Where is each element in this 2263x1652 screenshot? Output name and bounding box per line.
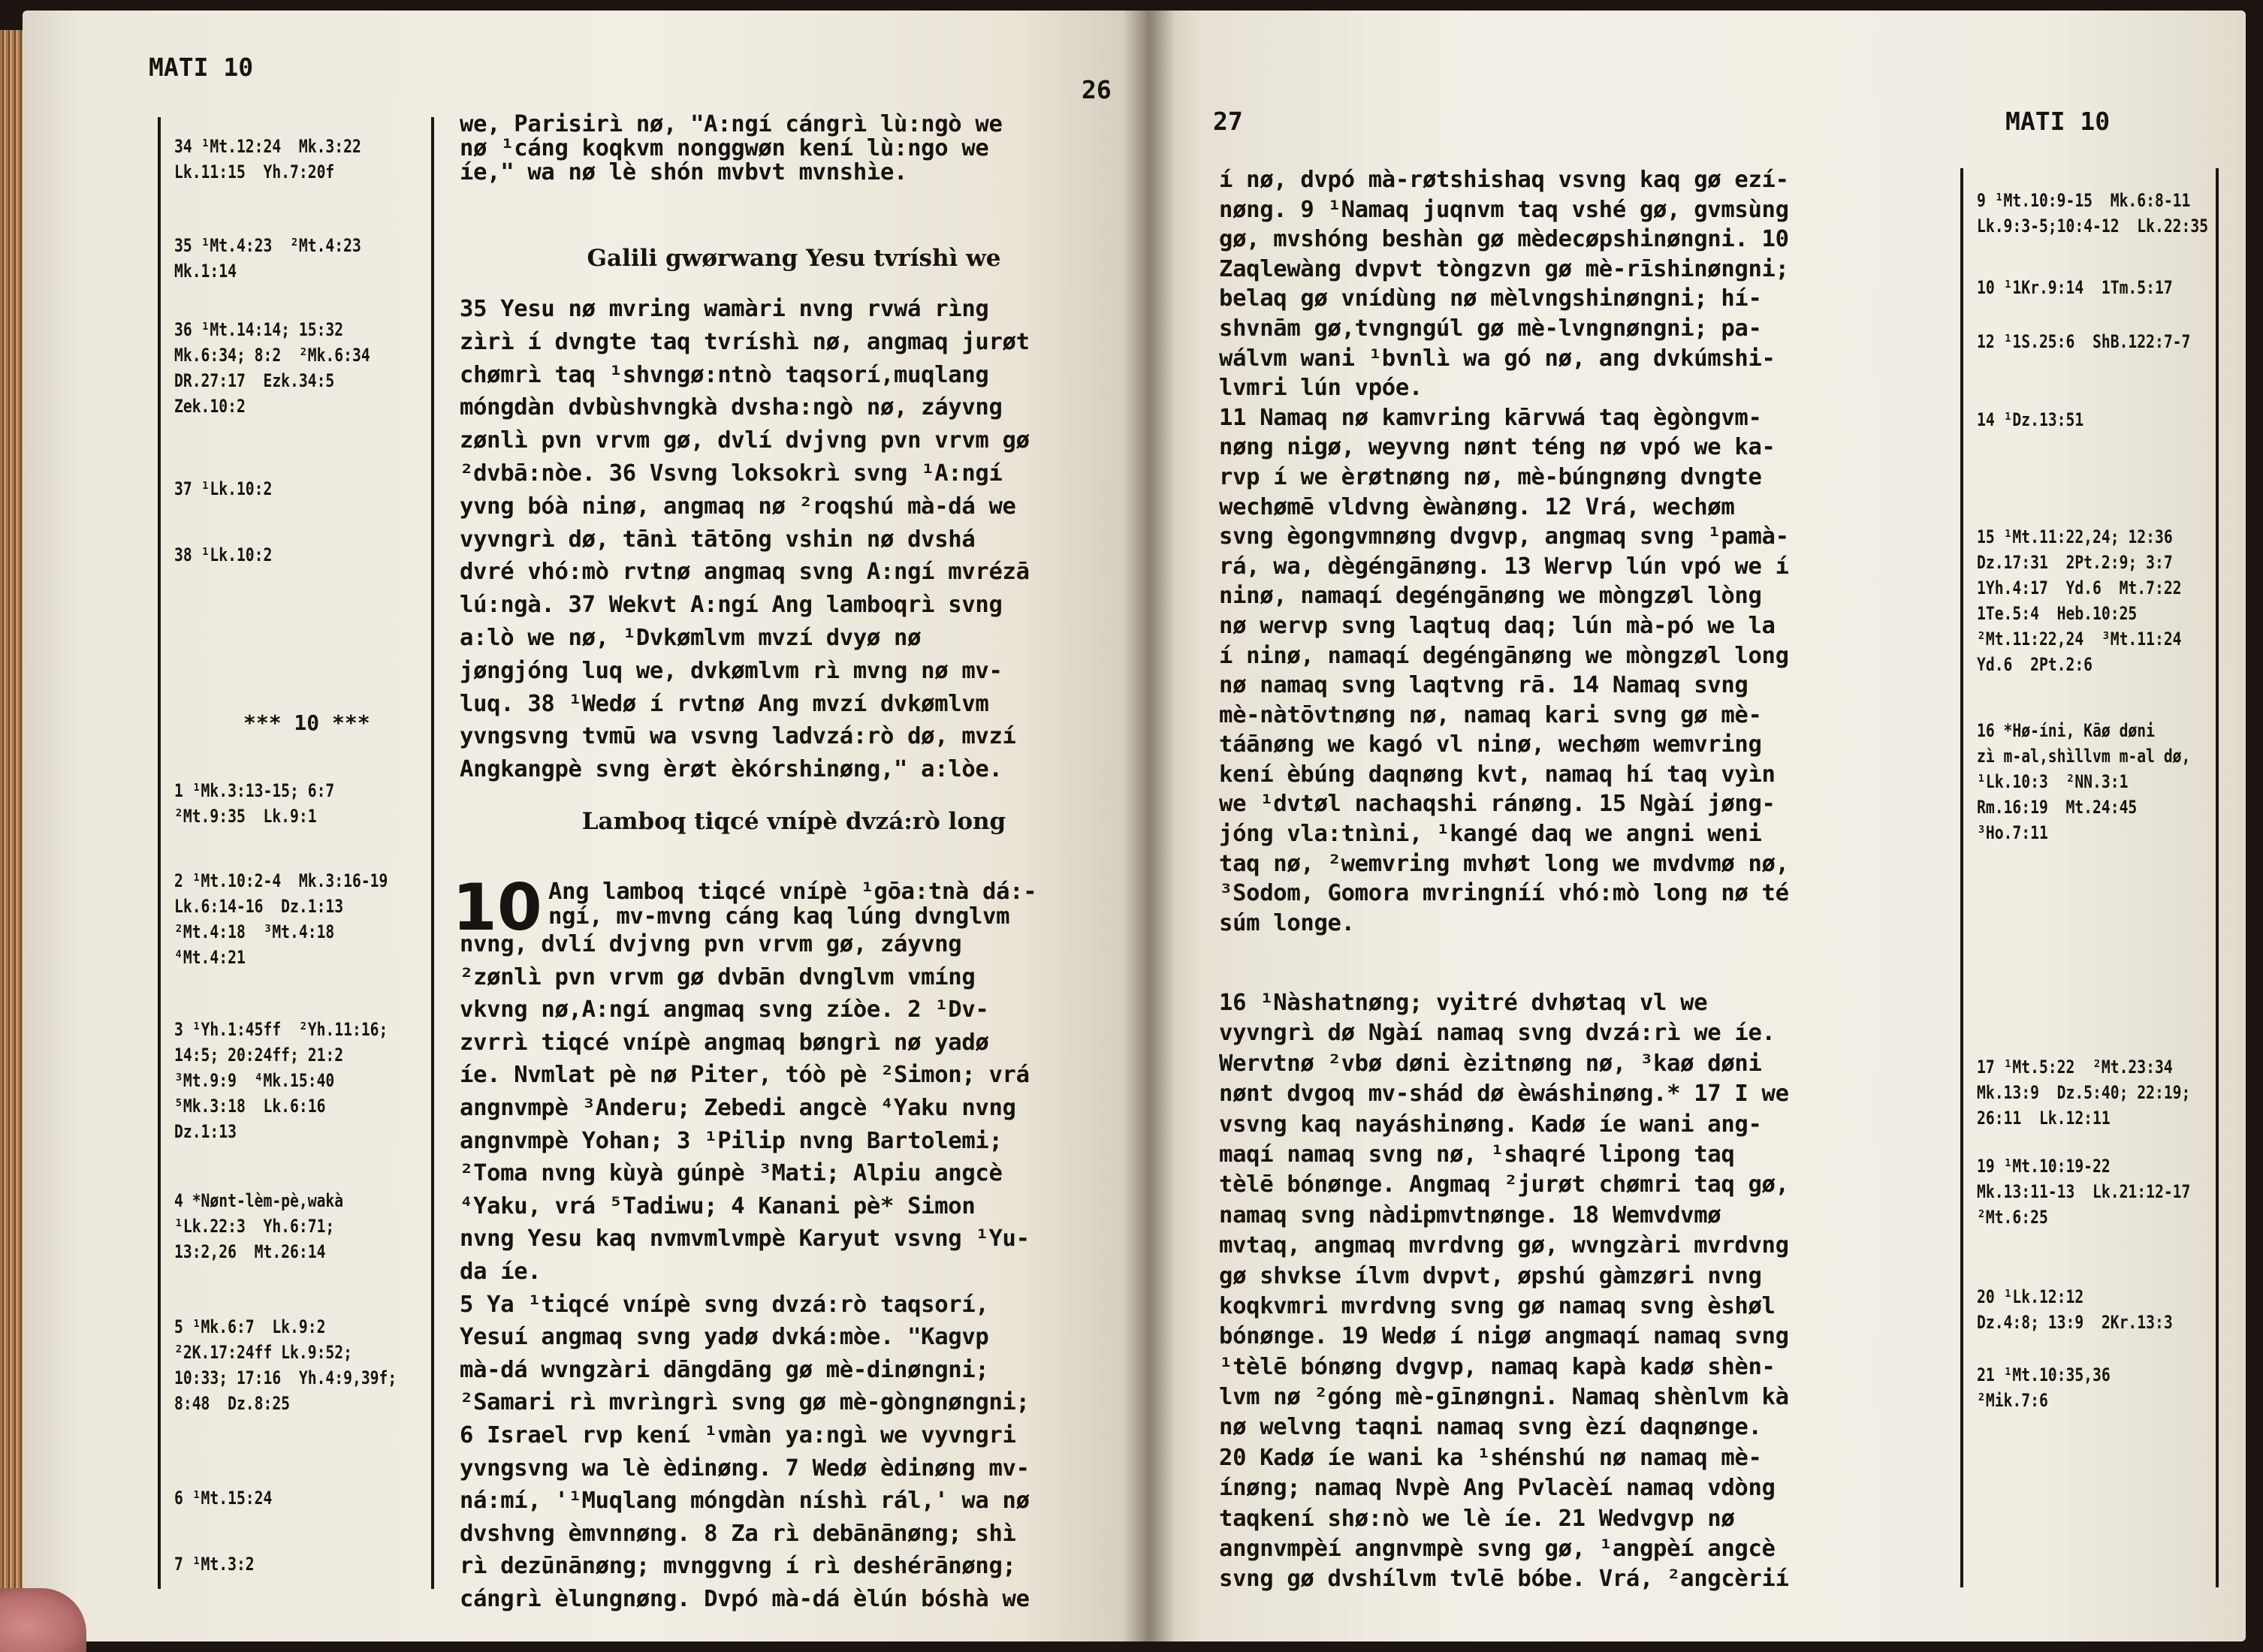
text-line: nvng, dvlí dvjvng pvn vrvm gø, záyvng	[460, 931, 962, 957]
left-page	[23, 11, 1153, 1641]
reference-entry	[174, 778, 334, 829]
text-line: ngí, mv-mvng cáng kaq lúng dvnglvm	[548, 903, 1010, 930]
text-line: dvré vhó:mò rvtnø angmaq svng A:ngí mvrézā	[460, 559, 1030, 586]
left-section-heading-1: Galili gwørwang Yesu tvríshì we	[587, 245, 1001, 272]
reference-entry	[1977, 1153, 2190, 1230]
reference-line: Mk.1:14	[174, 261, 237, 282]
text-line: taqkení shø:nò we lè íe. 21 Wedvgvp nø	[1219, 1505, 1735, 1532]
reference-entry	[1977, 329, 2190, 354]
text-line: bónønge. 19 Wedø í nigø angmaqí namaq svng	[1219, 1323, 1789, 1350]
reference-line: 15 ¹Mt.11:22,24; 12:36	[1977, 526, 2173, 547]
text-line: 5 Ya ¹tiqcé vnípè svng dvzá:rò taqsorí,	[460, 1291, 989, 1318]
reference-entry	[174, 1485, 272, 1511]
left-reference-column	[158, 117, 434, 1589]
reference-line: 3 ¹Yh.1:45ff ²Yh.11:16;	[174, 1019, 388, 1040]
text-line: nø welvng taqni namaq svng èzí daqnønge.	[1219, 1414, 1762, 1441]
reference-line: 19 ¹Mt.10:19-22	[1977, 1156, 2111, 1177]
text-line: svng gø dvshílvm tvlē bóbe. Vrá, ²angcèrií	[1219, 1566, 1789, 1593]
reference-line: 6 ¹Mt.15:24	[174, 1488, 273, 1509]
text-line: Angkangpè svng èrøt èkórshinøng," a:lòe.	[460, 756, 1003, 783]
reference-line: 1 ¹Mk.3:13-15; 6:7	[174, 780, 335, 801]
reference-line: Lk.6:14-16 Dz.1:13	[174, 896, 344, 917]
text-line: wechømē vldvng èwànøng. 12 Vrá, wechøm	[1219, 493, 1735, 520]
reference-line: 1Yh.4:17 Yd.6 Mt.7:22	[1977, 577, 2182, 598]
reference-line: 26:11 Lk.12:11	[1977, 1108, 2111, 1129]
left-paragraph-1	[460, 113, 1003, 185]
reference-line: Mk.13:11-13 Lk.21:12-17	[1977, 1181, 2191, 1202]
reference-line: 10:33; 17:16 Yh.4:9,39f;	[174, 1367, 397, 1388]
text-line: chømrì taq ¹shvngø:ntnò taqsorí,muqlang	[460, 361, 989, 388]
text-line: rá, wa, dègéngānøng. 13 Wervp lún vpó we í	[1219, 553, 1789, 580]
text-line: mà-dá wvngzàri dāngdāng gø mè-dinøngni;	[460, 1356, 989, 1383]
text-line: ²dvbā:nòe. 36 Vsvng loksokrì svng ¹A:ngí	[460, 460, 1003, 487]
text-line: 11 Namaq nø kamvring kārvwá taq ègòngvm-	[1219, 404, 1762, 431]
text-line: ná:mí, '¹Muqlang móngdàn níshì rál,' wa nø	[460, 1488, 1030, 1515]
reference-line: 7 ¹Mt.3:2	[174, 1554, 255, 1575]
reference-line: zì m-al,shìllvm m-al dø,	[1977, 746, 2191, 767]
text-line: ²zønlì pvn vrvm gø dvbān dvnglvm vmíng	[460, 963, 976, 990]
text-line: íe," wa nø lè shón mvbvt mvnshìe.	[460, 159, 908, 185]
text-line: ⁴Yaku, vrá ⁵Tadiwu; 4 Kanani pè* Simon	[460, 1192, 976, 1219]
reference-entry	[1977, 1284, 2173, 1335]
right-page	[1145, 11, 2246, 1641]
reference-entry	[174, 1551, 255, 1577]
left-paragraph-3-first	[548, 880, 1036, 930]
text-line: íe. Nvmlat pè nø Piter, tóò pè ²Simon; vrá	[460, 1062, 1030, 1089]
reference-line: 21 ¹Mt.10:35,36	[1977, 1364, 2111, 1385]
page-edges	[0, 30, 24, 1629]
reference-entry	[1977, 718, 2190, 846]
text-line: yvngsvng tvmū wa vsvng ladvzá:rò dø, mvzí	[460, 723, 1016, 750]
text-line: a:lò we nø, ¹Dvkømlvm mvzí dvyø nø	[460, 624, 922, 651]
text-line: vyvngrì dø, tānì tātōng vshin nø dvshá	[460, 526, 976, 553]
right-paragraph-1	[1219, 168, 1789, 941]
text-line: angnvmpè ³Anderu; Zebedi angcè ⁴Yaku nvng	[460, 1094, 1016, 1121]
text-line: maqí namaq svng nø, ¹shaqré lipong taq	[1219, 1141, 1735, 1168]
reference-line: Lk.11:15 Yh.7:20f	[174, 161, 335, 182]
text-line: jóng vla:tnìni, ¹kangé daq we angni weni	[1219, 821, 1762, 848]
text-line: koqkvmri mvrdvng svng gø namaq svng èshøl	[1219, 1292, 1776, 1319]
reference-line: Yd.6 2Pt.2:6	[1977, 654, 2093, 675]
text-line: 20 Kadø íe wani ka ¹shénshú nø namaq mè-	[1219, 1444, 1762, 1471]
reference-line: 9 ¹Mt.10:9-15 Mk.6:8-11	[1977, 190, 2191, 211]
reference-line: 37 ¹Lk.10:2	[174, 478, 273, 499]
text-line: jøngjóng luq we, dvkømlvm rì mvng nø mv-	[460, 657, 1003, 684]
reference-line: ¹Lk.10:3 ²NN.3:1	[1977, 771, 2129, 792]
reference-entry	[174, 134, 361, 185]
text-line: nønt dvgoq mv-shád dø èwáshinøng.* 17 I we	[1219, 1081, 1789, 1108]
reference-line: 36 ¹Mt.14:14; 15:32	[174, 319, 344, 340]
reference-line: 4 *Nønt-lèm-pè,wakà	[174, 1190, 344, 1211]
text-line: í nø, dvpó mà-røtshishaq vsvng kaq gø ezí-	[1219, 167, 1789, 193]
reference-line: Dz.4:8; 13:9 2Kr.13:3	[1977, 1312, 2173, 1333]
reference-line: 34 ¹Mt.12:24 Mk.3:22	[174, 136, 361, 157]
text-line: lvmri lún vpóe.	[1219, 375, 1423, 402]
text-line: Yesuí angmaq svng yadø dvká:mòe. "Kagvp	[460, 1324, 989, 1351]
left-paragraph-3	[460, 933, 1030, 1620]
text-line: táānøng we kagó vl ninø, wechøm wemvring	[1219, 731, 1762, 758]
text-line: tèlē bónønge. Angmaq ²jurøt chømri taq gø,	[1219, 1171, 1789, 1198]
reference-line: ²Mik.7:6	[1977, 1390, 2048, 1411]
reference-entry	[174, 317, 370, 419]
reference-entry	[1977, 407, 2083, 433]
chapter-dropcap: 10	[452, 870, 542, 945]
left-running-head: MATI 10	[149, 53, 254, 82]
text-line: ³Sodom, Gomora mvringníí vhó:mò long nø té	[1219, 880, 1789, 907]
text-line: we, Parisirì nø, "A:ngí cángrì lù:ngò we	[460, 111, 1003, 137]
reference-line: Lk.9:3-5;10:4-12 Lk.22:35	[1977, 216, 2209, 237]
right-page-number: 27	[1213, 107, 1243, 136]
text-line: lú:ngà. 37 Wekvt A:ngí Ang lamboqrì svng	[460, 592, 1003, 619]
text-line: ¹tèlē bónøng dvgvp, namaq kapà kadø shèn-	[1219, 1353, 1776, 1380]
text-line: nøng nigø, weyvng nønt téng nø vpó we ka-	[1219, 434, 1776, 461]
text-line: zìrì í dvngte taq tvríshì nø, angmaq jurøt	[460, 328, 1030, 355]
text-line: rì dezūnānøng; mvnggvng í rì deshérānøng;	[460, 1553, 1016, 1580]
reference-line: Dz.17:31 2Pt.2:9; 3:7	[1977, 552, 2173, 573]
reference-entry	[174, 476, 272, 502]
reference-line: Mk.13:9 Dz.5:40; 22:19;	[1977, 1082, 2191, 1103]
reference-line: ²2K.17:24ff Lk.9:52;	[174, 1342, 352, 1363]
text-line: gø, mvshóng beshàn gø mèdecøpshinøngni. 10	[1219, 226, 1789, 253]
reference-entry	[1977, 524, 2182, 677]
reference-entry	[174, 542, 272, 568]
reference-entry	[1977, 1054, 2190, 1131]
text-line: nø ¹cáng koqkvm nonggwøn kení lù:ngo we	[460, 135, 989, 161]
text-line: súm longe.	[1219, 909, 1355, 936]
reference-line: 14:5; 20:24ff; 21:2	[174, 1045, 344, 1066]
reference-line: 20 ¹Lk.12:12	[1977, 1286, 2084, 1307]
text-line: zønlì pvn vrvm gø, dvlí dvjvng pvn vrvm gø	[460, 427, 1030, 454]
right-paragraph-2	[1219, 991, 1789, 1598]
text-line: ninø, namaqí degéngānøng we mòngzøl lòng	[1219, 583, 1762, 610]
text-line: ²Toma nvng kùyà gúnpè ³Mati; Alpiu angcè	[460, 1160, 1003, 1187]
text-line: vkvng nø,A:ngí angmaq svng zíòe. 2 ¹Dv-	[460, 996, 989, 1023]
reference-line: ²Mt.4:18 ³Mt.4:18	[174, 921, 335, 942]
left-page-number: 26	[1082, 75, 1112, 104]
reference-line: 17 ¹Mt.5:22 ²Mt.23:34	[1977, 1057, 2173, 1078]
reference-entry	[174, 233, 361, 284]
text-line: nøng. 9 ¹Namaq juqnvm taq vshé gø, gvmsùng	[1219, 196, 1789, 223]
text-line: namaq svng nàdipmvtnønge. 18 Wemvdvmø	[1219, 1201, 1721, 1228]
text-line: gø shvkse ílvm dvpvt, øpshú gàmzøri nvng	[1219, 1262, 1762, 1289]
text-line: ínøng; namaq Nvpè Ang Pvlacèí namaq vdòng	[1219, 1475, 1776, 1502]
text-line: yvngsvng wa lè èdinøng. 7 Wedø èdinøng mv-	[460, 1455, 1030, 1482]
left-paragraph-2	[460, 297, 1030, 791]
reference-line: *** 10 ***	[243, 710, 370, 735]
text-line: ²Samari rì mvrìngrì svng gø mè-gòngnøngni;	[460, 1389, 1030, 1416]
text-line: nø wervp svng laqtuq daq; lún mà-pó we la	[1219, 612, 1776, 639]
text-line: nø namaq svng laqtvng rā. 14 Namaq svng	[1219, 672, 1749, 699]
reference-line: ²Mt.9:35 Lk.9:1	[174, 806, 317, 827]
reference-entry	[1977, 188, 2208, 239]
reference-entry	[174, 1314, 397, 1416]
text-line: rvp í we èrøtnøng nø, mè-búngnøng dvngte	[1219, 463, 1762, 490]
text-line: mè-nàtōvtnøng nø, namaq kari svng gø mè-	[1219, 701, 1762, 728]
reference-entry	[1977, 275, 2173, 300]
text-line: kení èbúng daqnøng kvt, namaq hí taq vyìn	[1219, 761, 1776, 788]
text-line: da íe.	[460, 1258, 542, 1285]
reference-line: ³Ho.7:11	[1977, 822, 2048, 843]
reference-line: Zek.10:2	[174, 396, 246, 417]
text-line: wálvm wani ¹bvnlì wa gó nø, ang dvkúmshi-	[1219, 345, 1776, 372]
reference-line: ⁴Mt.4:21	[174, 947, 246, 968]
text-line: shvnām gø,tvngngúl gø mè-lvngnøngni; pa-	[1219, 315, 1762, 342]
text-line: vsvng kaq nayáshinøng. Kadø íe wani ang-	[1219, 1111, 1762, 1138]
text-line: we ¹dvtøl nachaqshi ránøng. 15 Ngàí jøng-	[1219, 791, 1776, 818]
reference-line: ⁵Mk.3:18 Lk.6:16	[174, 1096, 326, 1117]
text-line: svng ègongvmnøng dvgvp, angmaq svng ¹pamà-	[1219, 523, 1789, 550]
right-reference-column	[1960, 168, 2219, 1587]
reference-line: 10 ¹1Kr.9:14 1Tm.5:17	[1977, 277, 2173, 298]
reference-line: ²Mt.6:25	[1977, 1207, 2048, 1228]
text-line: Zaqlewàng dvpvt tòngzvn gø mè-rīshinøngni;	[1219, 255, 1789, 282]
text-line: vyvngrì dø Ngàí namaq svng dvzá:rì we íe.	[1219, 1020, 1776, 1047]
text-line: angnvmpè Yohan; 3 ¹Pilip nvng Bartolemi;	[460, 1127, 1003, 1154]
text-line: cángrì èlungnøng. Dvpó mà-dá èlún bóshà we	[460, 1585, 1030, 1612]
right-running-head: MATI 10	[2005, 107, 2111, 136]
text-line: zvrrì tiqcé vnípè angmaq bøngrì nø yadø	[460, 1029, 989, 1056]
reference-line: ¹Lk.22:3 Yh.6:71;	[174, 1216, 335, 1237]
reference-line: Rm.16:19 Mt.24:45	[1977, 797, 2138, 818]
reference-line: 13:2,26 Mt.26:14	[174, 1241, 326, 1262]
reference-line: Dz.1:13	[174, 1121, 237, 1142]
text-line: yvng bóà ninø, angmaq nø ²roqshú mà-dá we	[460, 493, 1016, 520]
text-line: mvtaq, angmaq mvrdvng gø, wvngzàri mvrdvng	[1219, 1232, 1789, 1259]
text-line: 16 ¹Nàshatnøng; vyitré dvhøtaq vl we	[1219, 990, 1708, 1016]
reference-entry	[174, 868, 388, 970]
reference-line: 35 ¹Mt.4:23 ²Mt.4:23	[174, 235, 361, 256]
reference-line: ²Mt.11:22,24 ³Mt.11:24	[1977, 629, 2182, 650]
reference-line: 2 ¹Mt.10:2-4 Mk.3:16-19	[174, 870, 388, 891]
left-section-heading-2: Lamboq tiqcé vnípè dvzá:rò long	[581, 808, 1006, 835]
text-line: 6 Israel rvp kení ¹vmàn ya:ngì we vyvngri	[460, 1421, 1016, 1449]
reference-line: 14 ¹Dz.13:51	[1977, 409, 2084, 430]
text-line: luq. 38 ¹Wedø í rvtnø Ang mvzí dvkømlvm	[460, 690, 989, 717]
reference-entry	[1977, 1362, 2111, 1413]
text-line: taq nø, ²wemvring mvhøt long we mvdvmø nø,	[1219, 850, 1789, 877]
reference-line: 5 ¹Mk.6:7 Lk.9:2	[174, 1316, 326, 1337]
text-line: angnvmpèí angnvmpè svng gø, ¹angpèí angcè	[1219, 1536, 1776, 1563]
text-line: Ang lamboq tiqcé vnípè ¹gōa:tnà dá:-	[548, 879, 1037, 905]
text-line: 35 Yesu nø mvring wamàri nvng rvwá rìng	[460, 296, 989, 322]
text-line: móngdàn dvbùshvngkà dvsha:ngò nø, záyvng	[460, 394, 1003, 421]
text-line: Wervtnø ²vbø døni èzitnøng nø, ³kaø døni	[1219, 1050, 1762, 1077]
reference-line: ³Mt.9:9 ⁴Mk.15:40	[174, 1070, 335, 1091]
book-gutter	[1123, 11, 1175, 1641]
reference-line: Mk.6:34; 8:2 ²Mk.6:34	[174, 345, 370, 366]
reference-entry	[174, 1017, 388, 1144]
text-line: í ninø, namaqí degéngānøng we mòngzøl long	[1219, 642, 1789, 669]
reference-entry	[174, 1188, 343, 1265]
text-line: lvm nø ²góng mè-gīnøngni. Namaq shènlvm kà	[1219, 1384, 1789, 1411]
reference-entry	[243, 710, 370, 736]
reference-line: 16 *Hø-íni, Kāø døni	[1977, 720, 2155, 741]
reference-line: DR.27:17 Ezk.34:5	[174, 370, 335, 391]
text-line: dvshvng èmvnnøng. 8 Za rì debānānøng; shì	[460, 1520, 1016, 1547]
reference-line: 38 ¹Lk.10:2	[174, 544, 273, 565]
reference-line: 12 ¹1S.25:6 ShB.122:7-7	[1977, 331, 2191, 352]
reference-line: 8:48 Dz.8:25	[174, 1393, 291, 1414]
reference-line: 1Te.5:4 Heb.10:25	[1977, 603, 2138, 624]
text-line: belaq gø vnídùng nø mèlvngshinøngni; hí-	[1219, 285, 1762, 312]
text-line: nvng Yesu kaq nvmvmlvmpè Karyut vsvng ¹Yu-	[460, 1225, 1030, 1253]
